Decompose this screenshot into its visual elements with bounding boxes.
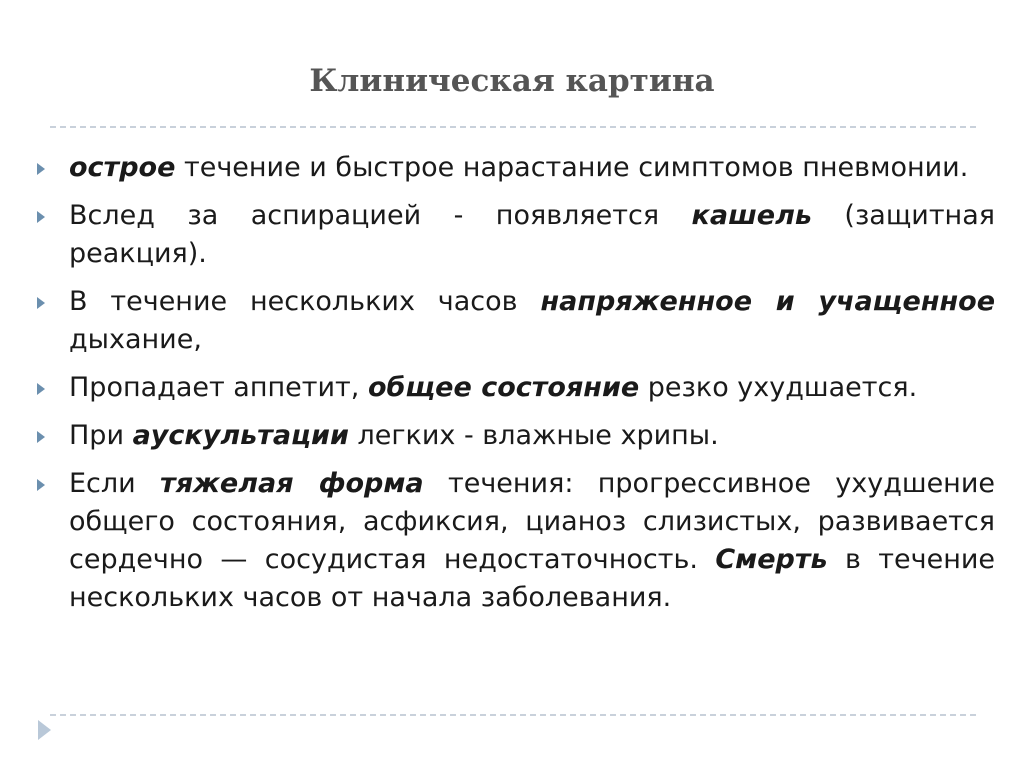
emphasized-text: острое <box>69 152 176 183</box>
title-divider <box>50 126 976 128</box>
bullet-text: При <box>69 420 133 451</box>
bullet-text: Пропадает аппетит, <box>69 372 368 403</box>
slide-title: Клиническая картина <box>309 63 715 99</box>
bullet-arrow-icon <box>37 479 45 491</box>
emphasized-text: напряженное и учащенное <box>540 286 996 317</box>
bullet-text: резко ухудшается. <box>639 372 918 403</box>
bullet-arrow-icon <box>37 297 45 309</box>
footer-divider <box>50 714 976 716</box>
emphasized-text: общее состояние <box>367 372 640 403</box>
bullet-arrow-icon <box>37 431 45 443</box>
bullet-text: легких - влажные хрипы. <box>348 420 719 451</box>
bullet-text: В течение нескольких часов <box>69 286 541 317</box>
emphasized-text: кашель <box>691 200 812 231</box>
bullet-item <box>37 197 995 273</box>
bullet-arrow-icon <box>37 211 45 223</box>
emphasized-text: тяжелая форма <box>160 468 424 499</box>
bullet-text: в течение нескольких часов от начала заболевания. <box>69 544 996 613</box>
emphasized-text: Смерть <box>715 544 828 575</box>
bullet-arrow-icon <box>37 163 45 175</box>
bullet-item <box>37 417 995 455</box>
bullet-arrow-icon <box>37 383 45 395</box>
bullet-item <box>37 465 995 617</box>
bullet-item <box>37 149 995 187</box>
bullet-text: Если <box>69 468 161 499</box>
bullet-list <box>37 149 995 627</box>
bullet-item <box>37 369 995 407</box>
slide-corner-arrow-icon <box>38 720 51 740</box>
emphasized-text: аускультации <box>132 420 349 451</box>
bullet-text: дыхание, <box>69 324 202 355</box>
bullet-text: течение и быстрое нарастание симптомов пневмонии. <box>175 152 969 183</box>
bullet-text: течения: прогрессивное ухудшение общего состояния, асфиксия, цианоз слизистых, развивается сердечно — сосудистая недостаточность. <box>69 468 995 575</box>
bullet-item <box>37 283 995 359</box>
bullet-text: (защитная реакция). <box>69 200 995 269</box>
bullet-text: Вслед за аспирацией - появляется <box>69 200 692 231</box>
